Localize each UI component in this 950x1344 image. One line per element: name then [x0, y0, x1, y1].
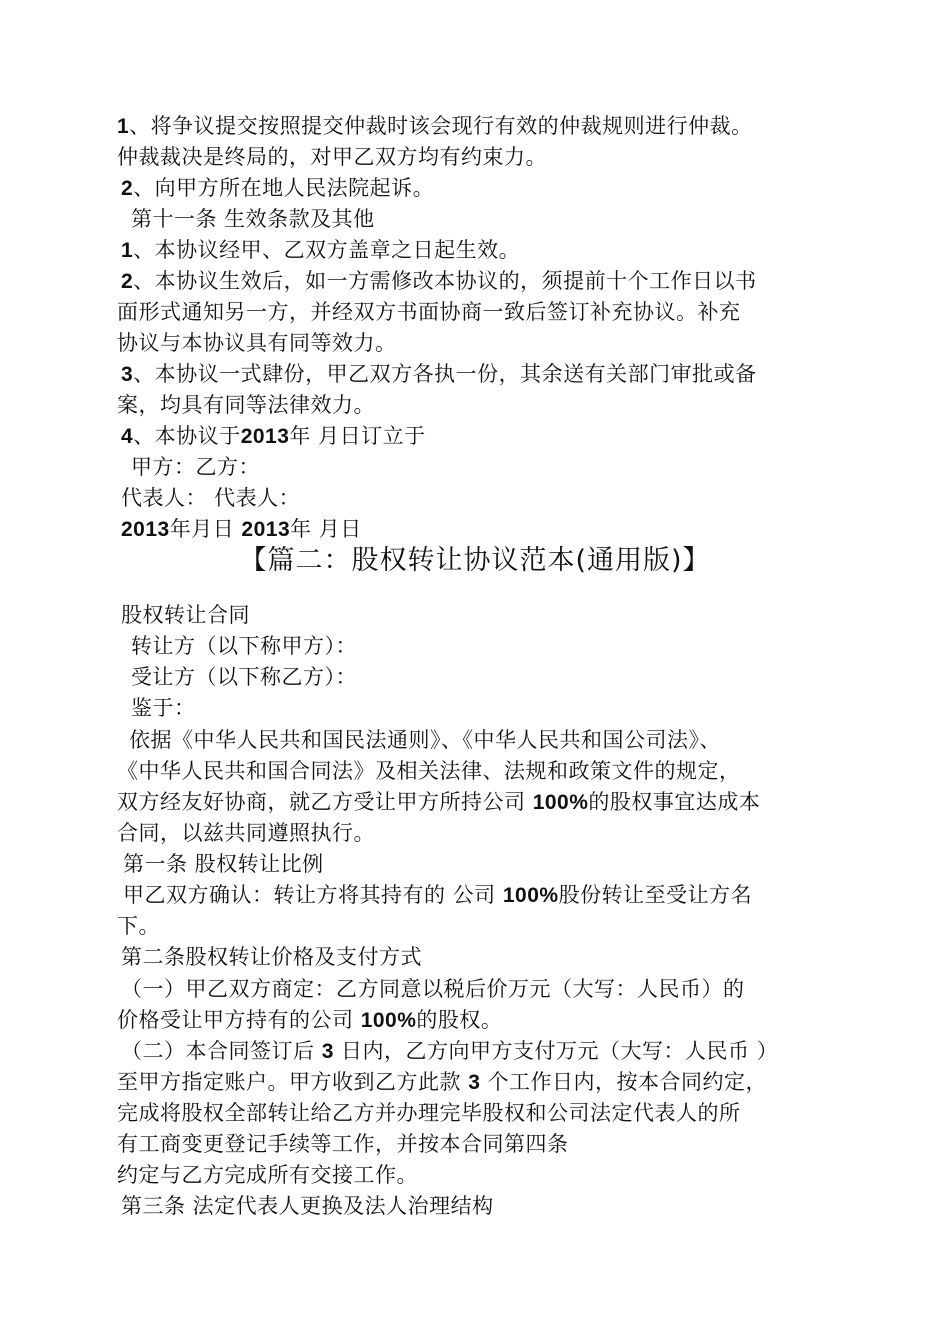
line-text: 至甲方指定账户。甲方收到乙方此款	[117, 1070, 469, 1094]
line-text: 、本协议生效后，如一方需修改本协议的，须提前十个工作日以书	[133, 269, 757, 293]
line-text: 、本协议一式肆份，甲乙双方各执一份，其余送有关部门审批或备	[133, 362, 757, 386]
line-text: 双方经友好协商，就乙方受让甲方所持公司	[117, 790, 533, 814]
dates-line	[121, 515, 362, 544]
text-line: 面形式通知另一方，并经双方书面协商一致后签订补充协议。补充	[117, 300, 741, 324]
percent-value: 100%	[532, 791, 589, 814]
line-text: 日内，乙方向甲方支付万元（大写：人民币 ）	[333, 1039, 779, 1063]
item-number: 1	[121, 239, 134, 262]
text-line: 案，均具有同等法律效力。	[117, 393, 375, 417]
article-3-heading: 第三条 法定代表人更换及法人治理结构	[121, 1194, 494, 1218]
text-line: 下。	[117, 914, 160, 938]
line-text: 股份转让至受让方名	[558, 883, 753, 907]
line-text: 年月日	[169, 517, 242, 541]
line-text: 、本协议于	[133, 424, 241, 448]
price-agreement-line: （一）甲乙双方商定：乙方同意以税后价万元（大写：人民币）的	[121, 977, 745, 1001]
item-number: 2	[121, 270, 134, 293]
year-value: 2013	[121, 518, 170, 541]
text-line: 仲裁裁决是终局的，对甲乙双方均有约束力。	[117, 145, 547, 169]
transfer-ratio-line	[123, 881, 752, 910]
text-line: 完成将股权全部转让给乙方并办理完毕股权和公司法定代表人的所	[117, 1101, 741, 1125]
payment-term-line	[121, 1037, 778, 1066]
line-text: （二）本合同签订后	[121, 1039, 322, 1063]
line-text: 价格受让甲方持有的公司	[117, 1008, 361, 1032]
court-clause-line	[121, 174, 434, 203]
parties-signature-line: 甲方：乙方：	[131, 455, 260, 479]
line-text: 的股权。	[416, 1008, 503, 1032]
transferor-line: 转让方（以下称甲方）：	[131, 634, 357, 658]
section-heading: 【篇二：股权转让协议范本(通用版)】	[239, 545, 711, 576]
line-text: 甲乙双方确认：转让方将其持有的 公司	[123, 883, 503, 907]
line-text: 、向甲方所在地人民法院起诉。	[133, 176, 435, 200]
days-value: 3	[468, 1071, 481, 1094]
article-11-heading: 第十一条 生效条款及其他	[131, 207, 375, 231]
arbitration-clause-line	[117, 112, 753, 141]
article-2-heading: 第二条股权转让价格及支付方式	[121, 945, 422, 969]
signing-date-line	[121, 422, 426, 451]
line-text: 年 月日订立于	[289, 424, 426, 448]
article-1-heading: 第一条 股权转让比例	[123, 852, 324, 876]
percent-value: 100%	[360, 1009, 417, 1032]
transferee-line: 受让方（以下称乙方）：	[131, 665, 357, 689]
year-value: 2013	[241, 518, 291, 541]
year-value: 2013	[240, 425, 290, 448]
percent-value: 100%	[502, 884, 559, 907]
whereas-line: 鉴于：	[131, 696, 196, 720]
price-percent-line	[117, 1006, 502, 1035]
line-text: 个工作日内，按本合同约定，	[480, 1070, 768, 1094]
item-number: 4	[121, 425, 134, 448]
days-value: 3	[321, 1040, 334, 1063]
account-line	[117, 1068, 767, 1097]
line-text: 年 月日	[290, 517, 362, 541]
text-line: 依据《中华人民共和国民法通则》、《中华人民共和国公司法》、	[129, 728, 721, 752]
item-number: 1	[117, 115, 130, 138]
line-text: 、将争议提交按照提交仲裁时该会现行有效的仲裁规则进行仲裁。	[129, 114, 753, 138]
text-line: 约定与乙方完成所有交接工作。	[117, 1163, 418, 1187]
text-line: 《中华人民共和国合同法》及相关法律、法规和政策文件的规定，	[117, 759, 741, 783]
item-number: 2	[121, 177, 134, 200]
amendment-clause-line	[121, 267, 757, 296]
item-number: 3	[121, 363, 134, 386]
text-line: 合同，以兹共同遵照执行。	[117, 821, 375, 845]
contract-title: 股权转让合同	[121, 603, 250, 627]
copies-clause-line	[121, 360, 757, 389]
text-line: 协议与本协议具有同等效力。	[117, 331, 397, 355]
line-text: 、本协议经甲、乙双方盖章之日起生效。	[133, 238, 521, 262]
share-percent-line	[117, 788, 760, 817]
effective-clause-line	[121, 236, 520, 265]
representatives-line: 代表人： 代表人：	[121, 486, 301, 510]
text-line: 有工商变更登记手续等工作，并按本合同第四条	[117, 1132, 569, 1156]
line-text: 的股权事宜达成本	[588, 790, 761, 814]
